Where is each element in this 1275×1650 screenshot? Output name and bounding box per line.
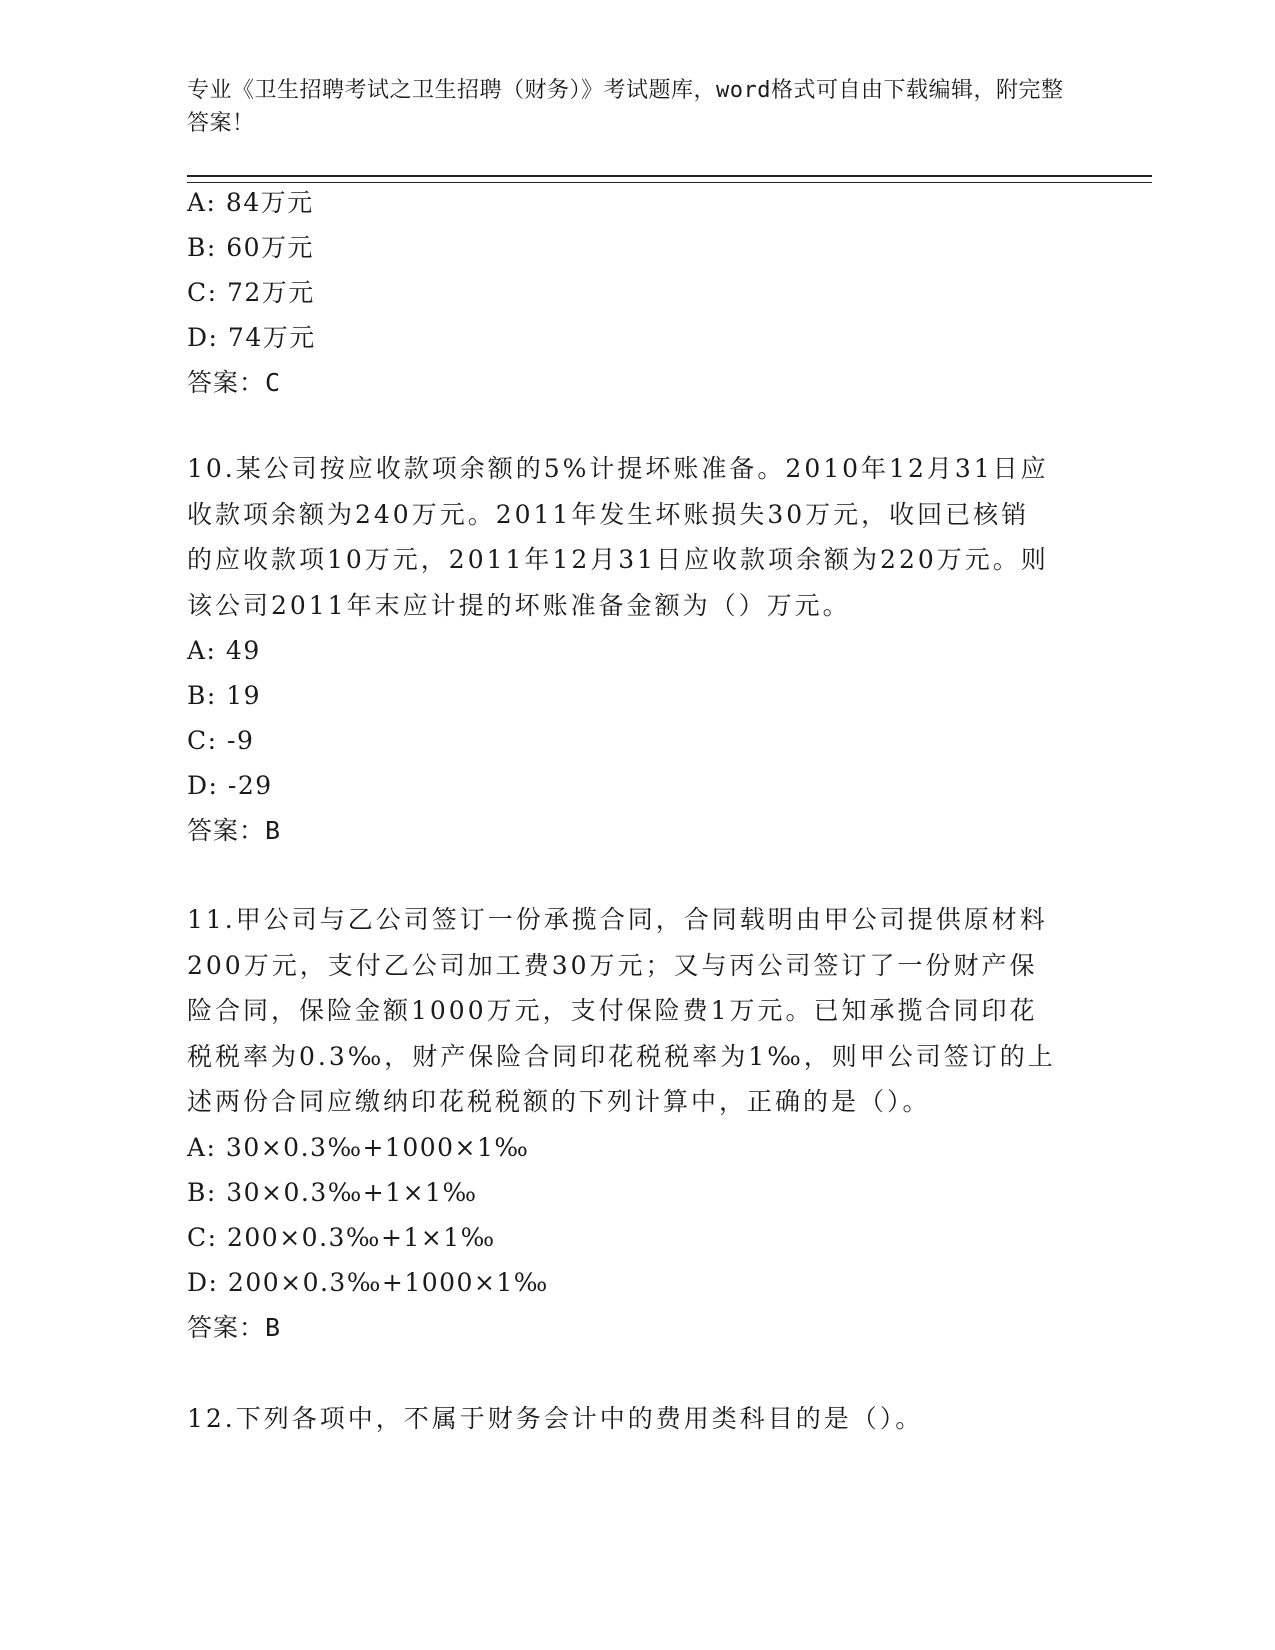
option-b: B: 60万元 <box>187 233 315 262</box>
answer-label: 答案： <box>187 1312 266 1342</box>
answer-line <box>187 360 1087 405</box>
answer-label: 答案： <box>187 368 266 397</box>
question-9-options <box>187 180 1087 405</box>
option-a: A: 30×0.3‰+1000×1‰ <box>187 1132 530 1162</box>
answer-value: B <box>265 1312 282 1342</box>
question-10 <box>187 446 1057 853</box>
question-12 <box>187 1396 1057 1442</box>
answer-label: 答案： <box>187 816 266 845</box>
question-stem: 12.下列各项中，不属于财务会计中的费用类科目的是（）。 <box>187 1404 924 1433</box>
option-d: D: 200×0.3‰+1000×1‰ <box>187 1267 549 1297</box>
option-a: A: 49 <box>187 636 261 665</box>
answer-value: C <box>265 368 282 397</box>
question-stem: 11.甲公司与乙公司签订一份承揽合同，合同载明由甲公司提供原材料200万元，支付乙公司加工费30万元；又与丙公司签订了一份财产保险合同，保险金额1000万元，支付保险费1万元。已知承揽合同印花税税率为0.3‰，财产保险合同印花税税率为1‰，则甲公司签订的上述两份合同应缴纳印花税税额的下列计算中，正确的是（）。 <box>187 905 1056 1116</box>
option-a: A: 84万元 <box>187 188 314 217</box>
answer-value: B <box>265 816 282 845</box>
answer-line <box>187 1305 1057 1350</box>
option-d: D: 74万元 <box>187 323 316 352</box>
option-b: B: 30×0.3‰+1×1‰ <box>187 1177 478 1207</box>
option-c: C: 200×0.3‰+1×1‰ <box>187 1222 496 1252</box>
option-c: C: -9 <box>187 726 255 755</box>
option-d: D: -29 <box>187 771 273 800</box>
question-11 <box>187 897 1057 1350</box>
option-c: C: 72万元 <box>187 278 315 307</box>
document-header: 专业《卫生招聘考试之卫生招聘（财务）》考试题库，word格式可自由下载编辑，附完整答案！ <box>187 78 1064 136</box>
answer-line <box>187 808 1057 853</box>
option-b: B: 19 <box>187 681 262 710</box>
question-stem: 10.某公司按应收款项余额的5%计提坏账准备。2010年12月31日应收款项余额为240万元。2011年发生坏账损失30万元，收回已核销的应收款项10万元，2011年12月31日应收款项余额为220万元。则该公司2011年末应计提的坏账准备金额为（）万元。 <box>187 454 1049 620</box>
